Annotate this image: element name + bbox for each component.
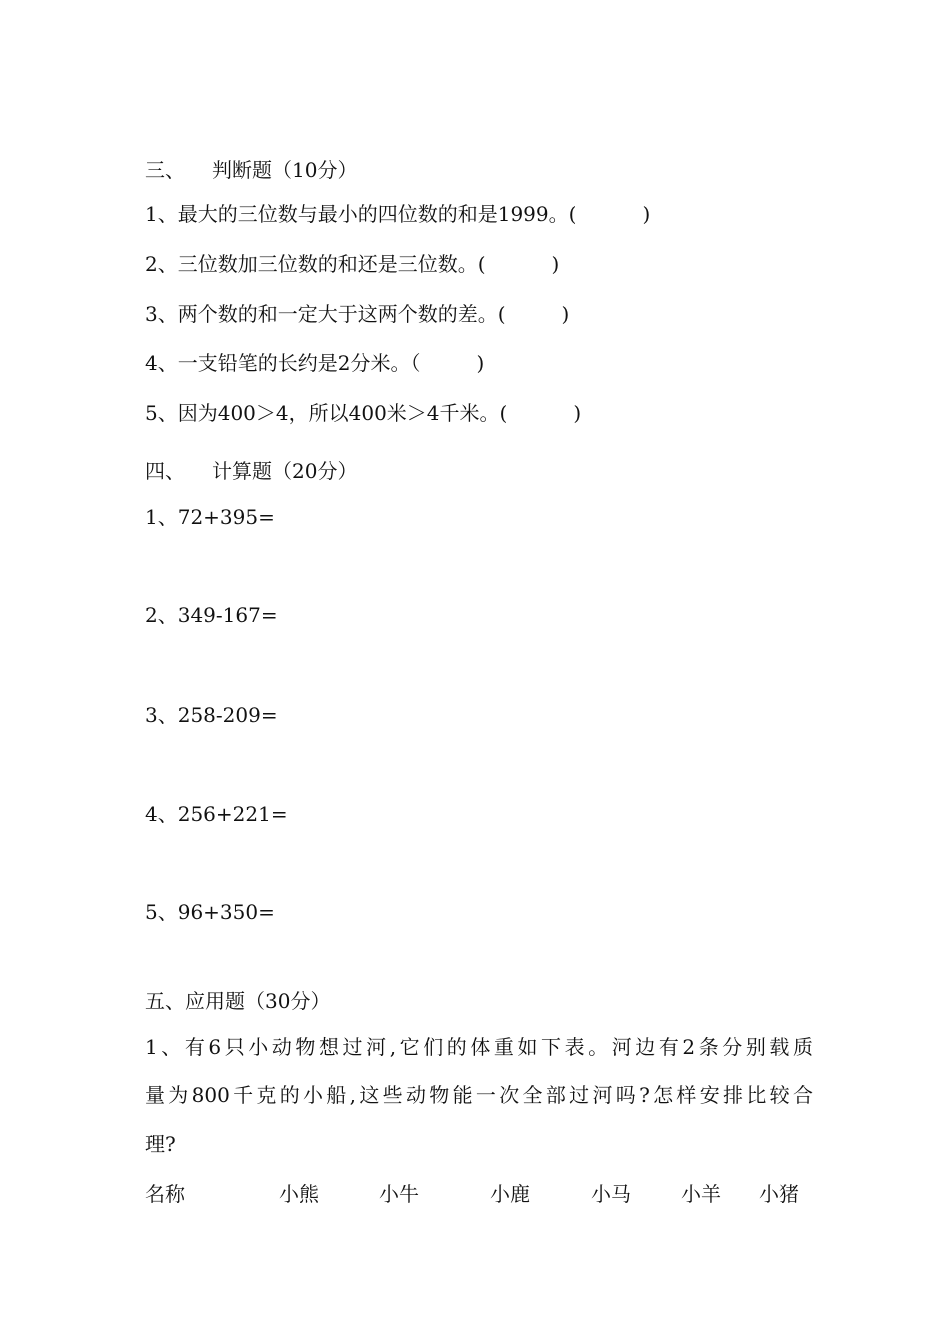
problem-1-line-1: 1、有6只小动物想过河,它们的体重如下表。河边有2条分别载质 bbox=[145, 1035, 813, 1059]
judgment-item-3: 3、两个数的和一定大于这两个数的差。( ) bbox=[145, 302, 570, 326]
judgment-item-2: 2、三位数加三位数的和还是三位数。( ) bbox=[145, 252, 560, 276]
problem-1-line-3: 理? bbox=[145, 1132, 176, 1156]
animal-sheep: 小羊 bbox=[681, 1182, 721, 1206]
calc-item-4: 4、256+221= bbox=[145, 802, 288, 826]
section-3-title: 判断题（10分） bbox=[212, 158, 358, 182]
calc-item-2: 2、349-167= bbox=[145, 603, 278, 627]
animal-deer: 小鹿 bbox=[490, 1182, 530, 1206]
problem-1 bbox=[145, 1035, 813, 1059]
animal-bear: 小熊 bbox=[279, 1182, 319, 1206]
judgment-item-1: 1、最大的三位数与最小的四位数的和是1999。( ) bbox=[145, 202, 651, 226]
problem-1-cont bbox=[145, 1083, 813, 1107]
section-4-title: 计算题（20分） bbox=[212, 459, 358, 483]
section-4-heading bbox=[145, 459, 357, 483]
section-3-heading bbox=[145, 158, 357, 182]
judgment-item-4: 4、一支铅笔的长约是2分米。（ ) bbox=[145, 351, 485, 375]
section-3-number: 三、 bbox=[145, 158, 185, 182]
calc-item-1: 1、72+395= bbox=[145, 505, 275, 529]
calc-item-5: 5、96+350= bbox=[145, 900, 275, 924]
animal-pig: 小猪 bbox=[759, 1182, 799, 1206]
animal-horse: 小马 bbox=[591, 1182, 631, 1206]
section-4-number: 四、 bbox=[145, 459, 185, 483]
section-5-heading: 五、应用题（30分） bbox=[145, 989, 331, 1013]
problem-1-line-2: 量为800千克的小船,这些动物能一次全部过河吗?怎样安排比较合 bbox=[145, 1083, 813, 1107]
calc-item-3: 3、258-209= bbox=[145, 703, 278, 727]
animal-cow: 小牛 bbox=[379, 1182, 419, 1206]
judgment-item-5: 5、因为400＞4，所以400米＞4千米。( ) bbox=[145, 401, 582, 425]
table-header-name: 名称 bbox=[145, 1182, 185, 1206]
